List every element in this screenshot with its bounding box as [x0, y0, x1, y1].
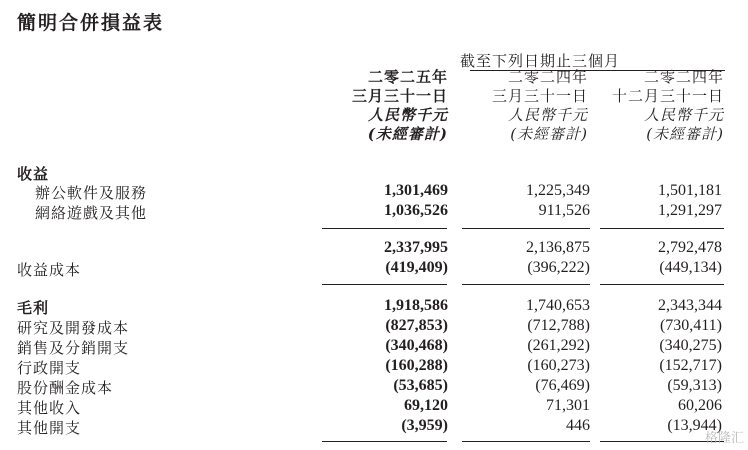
column-date: 三月三十一日 — [491, 87, 588, 105]
column-header-2024q4 — [612, 68, 724, 144]
row-label: 其他開支 — [17, 419, 82, 437]
value-2024q1: 1,740,653 — [526, 297, 590, 314]
table-row — [0, 337, 748, 357]
value-2025q1: (340,468) — [385, 337, 448, 354]
value-2025q1: 2,337,995 — [384, 239, 448, 256]
row-label: 研究及開發成本 — [17, 319, 130, 337]
value-2024q4: 1,291,297 — [658, 202, 722, 219]
value-2025q1: (827,853) — [385, 317, 448, 334]
value-2024q4: 60,206 — [678, 397, 722, 414]
bottom-rule — [462, 441, 590, 442]
value-2024q1: 911,526 — [538, 202, 590, 219]
table-row — [0, 377, 748, 397]
period-header: 截至下列日期止三個月 — [459, 52, 620, 70]
table-row — [0, 202, 748, 222]
table-row — [0, 182, 748, 202]
subtotal-rule — [322, 228, 447, 229]
column-audit-status: (未經審計) — [646, 125, 724, 143]
value-2025q1: 1,918,586 — [384, 297, 448, 314]
column-date: 三月三十一日 — [351, 87, 448, 105]
value-2024q1: 71,301 — [546, 397, 590, 414]
subtotal-rule — [462, 284, 590, 285]
watermark-logo: 格隆汇 — [704, 431, 744, 446]
value-2024q1: (396,222) — [527, 259, 590, 276]
column-date: 十二月三十一日 — [611, 87, 724, 105]
row-label: 銷售及分銷開支 — [17, 339, 130, 357]
table-row — [0, 417, 748, 437]
table-row-revenue-heading — [0, 163, 748, 183]
row-label: 辦公軟件及服務 — [35, 184, 148, 202]
row-label: 其他收入 — [17, 399, 82, 417]
statement-title: 簡明合併損益表 — [17, 12, 165, 34]
value-2025q1: 1,036,526 — [384, 202, 448, 219]
table-row-gross-profit — [0, 297, 748, 317]
value-2025q1: (3,959) — [401, 417, 448, 434]
subtotal-rule — [600, 284, 724, 285]
column-unit: 人民幣千元 — [643, 106, 724, 124]
subtotal-rule — [600, 228, 724, 229]
row-label: 毛利 — [17, 299, 50, 317]
column-unit: 人民幣千元 — [507, 106, 588, 124]
row-label: 股份酬金成本 — [17, 379, 114, 397]
table-row — [0, 357, 748, 377]
value-2024q4: 2,343,344 — [658, 297, 722, 314]
table-row-revenue-total — [0, 239, 748, 259]
column-audit-status: (未經審計) — [510, 125, 588, 143]
column-header-2025q1 — [352, 68, 448, 144]
value-2025q1: 69,120 — [404, 397, 448, 414]
value-2024q4: (449,134) — [659, 259, 722, 276]
row-label: 行政開支 — [17, 359, 82, 377]
value-2024q1: (712,788) — [527, 317, 590, 334]
column-year: 二零二四年 — [643, 68, 724, 86]
bottom-rule — [322, 441, 447, 442]
column-header-2024q1 — [492, 68, 588, 144]
value-2024q1: 1,225,349 — [526, 182, 590, 199]
column-unit: 人民幣千元 — [367, 106, 448, 124]
value-2024q1: (160,273) — [527, 357, 590, 374]
value-2025q1: 1,301,469 — [384, 182, 448, 199]
value-2024q4: (730,411) — [659, 317, 722, 334]
value-2024q1: (76,469) — [535, 377, 590, 394]
subtotal-rule — [462, 228, 590, 229]
value-2024q4: (13,944) — [667, 417, 722, 434]
table-row — [0, 397, 748, 417]
column-year: 二零二五年 — [367, 68, 448, 86]
row-label: 收益成本 — [17, 261, 82, 279]
value-2024q1: 2,136,875 — [526, 239, 590, 256]
value-2024q1: 446 — [566, 417, 590, 434]
value-2024q4: 2,792,478 — [658, 239, 722, 256]
column-year: 二零二四年 — [507, 68, 588, 86]
value-2024q4: 1,501,181 — [658, 182, 722, 199]
subtotal-rule — [322, 284, 447, 285]
row-label: 收益 — [17, 165, 50, 183]
row-label: 網絡遊戲及其他 — [35, 204, 148, 222]
value-2025q1: (160,288) — [385, 357, 448, 374]
value-2024q4: (340,275) — [659, 337, 722, 354]
table-row — [0, 317, 748, 337]
value-2025q1: (53,685) — [393, 377, 448, 394]
value-2025q1: (419,409) — [385, 259, 448, 276]
column-audit-status: (未經審計) — [367, 125, 448, 143]
value-2024q1: (261,292) — [527, 337, 590, 354]
value-2024q4: (152,717) — [659, 357, 722, 374]
value-2024q4: (59,313) — [667, 377, 722, 394]
table-row — [0, 259, 748, 279]
